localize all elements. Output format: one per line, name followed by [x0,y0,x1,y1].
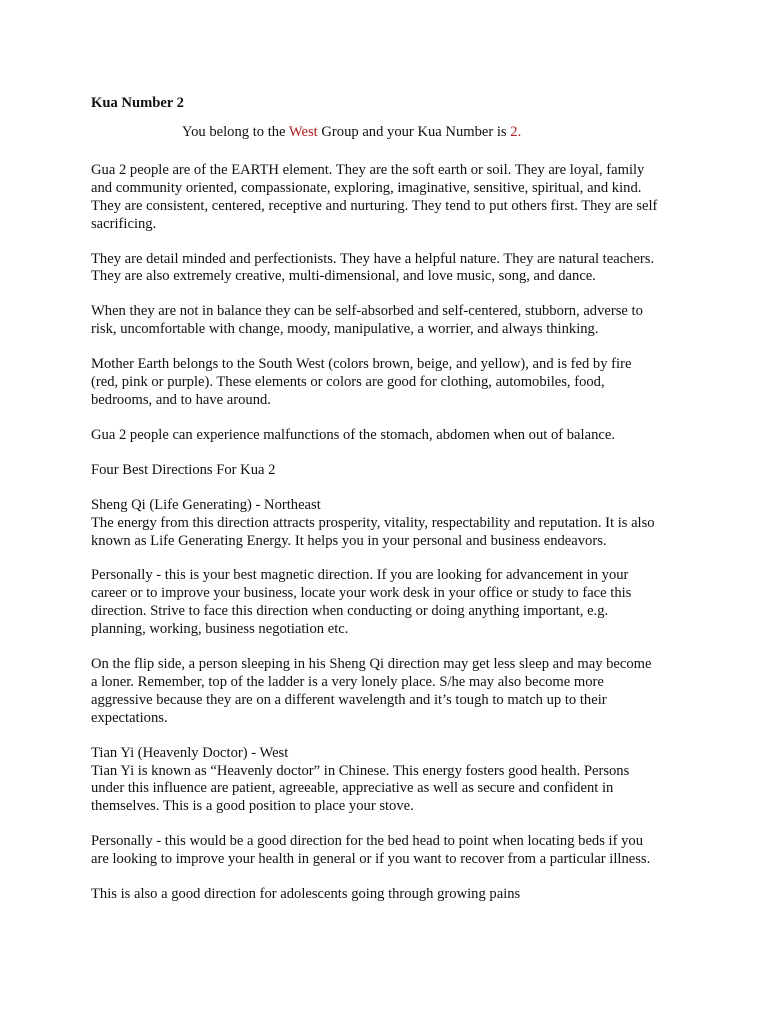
document-title: Kua Number 2 [91,95,184,111]
text-line: Gua 2 people are of the EARTH element. They are the soft earth or soil. They are loyal, family [91,161,645,178]
text-line: planning, working, business negotiation etc. [91,621,349,638]
text-line: sacrificing. [91,215,157,232]
text-line: aggressive because they are on a different wavelength and it’s tough to match up to their [91,691,607,708]
document-page [91,95,691,904]
text-line: bedrooms, and to have around. [91,391,271,408]
text-line: Personally - this is your best magnetic direction. If you are looking for advancement in your [91,567,629,584]
text-line: a loner. Remember, top of the ladder is a very lonely place. S/he may also become more [91,673,604,690]
paragraph [91,656,691,728]
text-line: When they are not in balance they can be self-absorbed and self-centered, stubborn, adverse to [91,303,643,320]
text-line: The energy from this direction attracts prosperity, vitality, respectability and reputation. It is also [91,514,655,531]
paragraph [91,745,691,817]
text-line: This is also a good direction for adolescents going through growing pains [91,886,521,903]
group-name: West [288,124,318,140]
paragraph [91,356,691,410]
text-line: known as Life Generating Energy. It helps you in your personal and business endeavors. [91,532,607,549]
intro-text-pre: You belong to the [182,124,289,140]
kua-number: 2. [510,124,522,140]
text-line: expectations. [91,709,168,726]
paragraph [91,833,691,869]
paragraph [91,251,691,287]
paragraph [91,162,691,234]
text-line: Tian Yi (Heavenly Doctor) - West [91,744,289,761]
text-line: risk, uncomfortable with change, moody, manipulative, a worrier, and always thinking. [91,321,599,338]
text-line: On the flip side, a person sleeping in his Sheng Qi direction may get less sleep and may become [91,656,652,673]
text-line: Four Best Directions For Kua 2 [91,461,276,478]
intro-text-mid: Group and your Kua Number is [317,124,511,140]
paragraph [91,567,691,639]
text-line: direction. Strive to face this direction when conducting or doing anything important, e.g. [91,603,609,620]
paragraph [91,462,691,480]
text-line: and community oriented, compassionate, exploring, imaginative, sensitive, spiritual, and kind. [91,179,642,196]
text-line: They are detail minded and perfectionists. They have a helpful nature. They are natural teachers. [91,250,655,267]
text-line: Personally - this would be a good direction for the bed head to point when locating beds if you [91,833,644,850]
paragraph [91,303,691,339]
paragraph [91,886,691,904]
text-line: career or to improve your business, locate your work desk in your office or study to face this [91,585,632,602]
text-line: Sheng Qi (Life Generating) - Northeast [91,496,321,513]
text-line: They are consistent, centered, receptive and nurturing. They tend to put others first. They are self [91,197,658,214]
paragraph [91,497,691,551]
text-line: (red, pink or purple). These elements or colors are good for clothing, automobiles, food, [91,374,605,391]
text-line: Gua 2 people can experience malfunctions of the stomach, abdomen when out of balance. [91,426,615,443]
text-line: are looking to improve your health in general or if you want to recover from a particular illness. [91,851,651,868]
paragraph [91,427,691,445]
text-line: Tian Yi is known as “Heavenly doctor” in Chinese. This energy fosters good health. Persons [91,762,630,779]
text-line: under this influence are patient, agreeable, appreciative as well as secure and confident in [91,780,614,797]
text-line: Mother Earth belongs to the South West (colors brown, beige, and yellow), and is fed by fire [91,356,632,373]
text-line: They are also extremely creative, multi-dimensional, and love music, song, and dance. [91,268,596,285]
text-line: themselves. This is a good position to place your stove. [91,798,414,815]
document-body [91,162,691,904]
intro-line [182,124,691,142]
